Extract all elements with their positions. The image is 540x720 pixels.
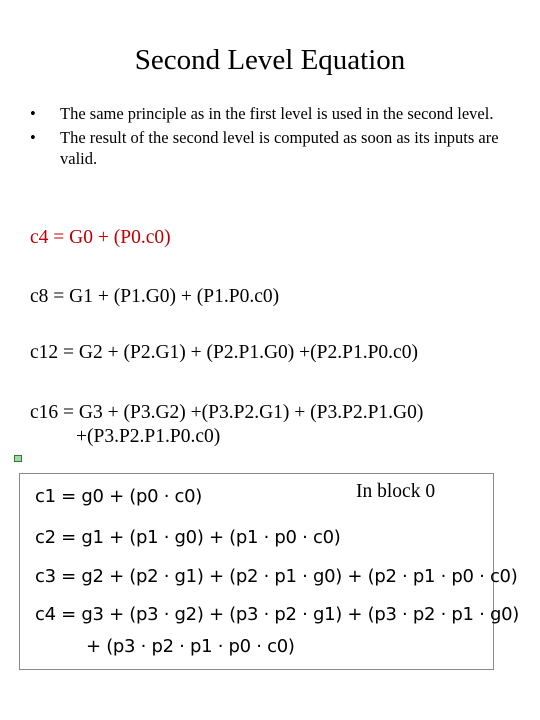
equation-c4: c4 = G0 + (P0.c0) xyxy=(30,227,171,248)
block-equation-c4-cont: + (p3 · p2 · p1 · p0 · c0) xyxy=(86,636,295,657)
equation-c8: c8 = G1 + (P1.G0) + (P1.P0.c0) xyxy=(30,286,280,307)
bullet-item xyxy=(30,127,500,169)
bullet-marker: • xyxy=(30,128,36,147)
bullet-text: The result of the second level is computed as soon as its inputs are valid. xyxy=(60,128,499,168)
block-equation-c3: c3 = g2 + (p2 · g1) + (p2 · p1 · g0) + (p2 · p1 · p0 · c0) xyxy=(35,566,518,587)
bullet-list xyxy=(30,103,500,172)
bullet-text: The same principle as in the first level is used in the second level. xyxy=(60,104,494,123)
block-equation-c2: c2 = g1 + (p1 · g0) + (p1 · p0 · c0) xyxy=(35,527,341,548)
block-label: In block 0 xyxy=(356,481,436,502)
bullet-item xyxy=(30,103,500,124)
equation-c16-line1: c16 = G3 + (P3.G2) +(P3.P2.G1) + (P3.P2.P1.G0) xyxy=(30,402,424,423)
equation-c16-line2: +(P3.P2.P1.P0.c0) xyxy=(76,426,221,447)
selection-handle-icon[interactable] xyxy=(14,455,22,462)
slide-title: Second Level Equation xyxy=(134,44,406,76)
block-equation-c1: c1 = g0 + (p0 · c0) xyxy=(35,486,203,507)
bullet-marker: • xyxy=(30,104,36,123)
equation-c12: c12 = G2 + (P2.G1) + (P2.P1.G0) +(P2.P1.P0.c0) xyxy=(30,342,418,363)
block-equation-c4: c4 = g3 + (p3 · g2) + (p3 · p2 · g1) + (p3 · p2 · p1 · g0) xyxy=(35,604,519,625)
equation-c16 xyxy=(30,401,423,449)
